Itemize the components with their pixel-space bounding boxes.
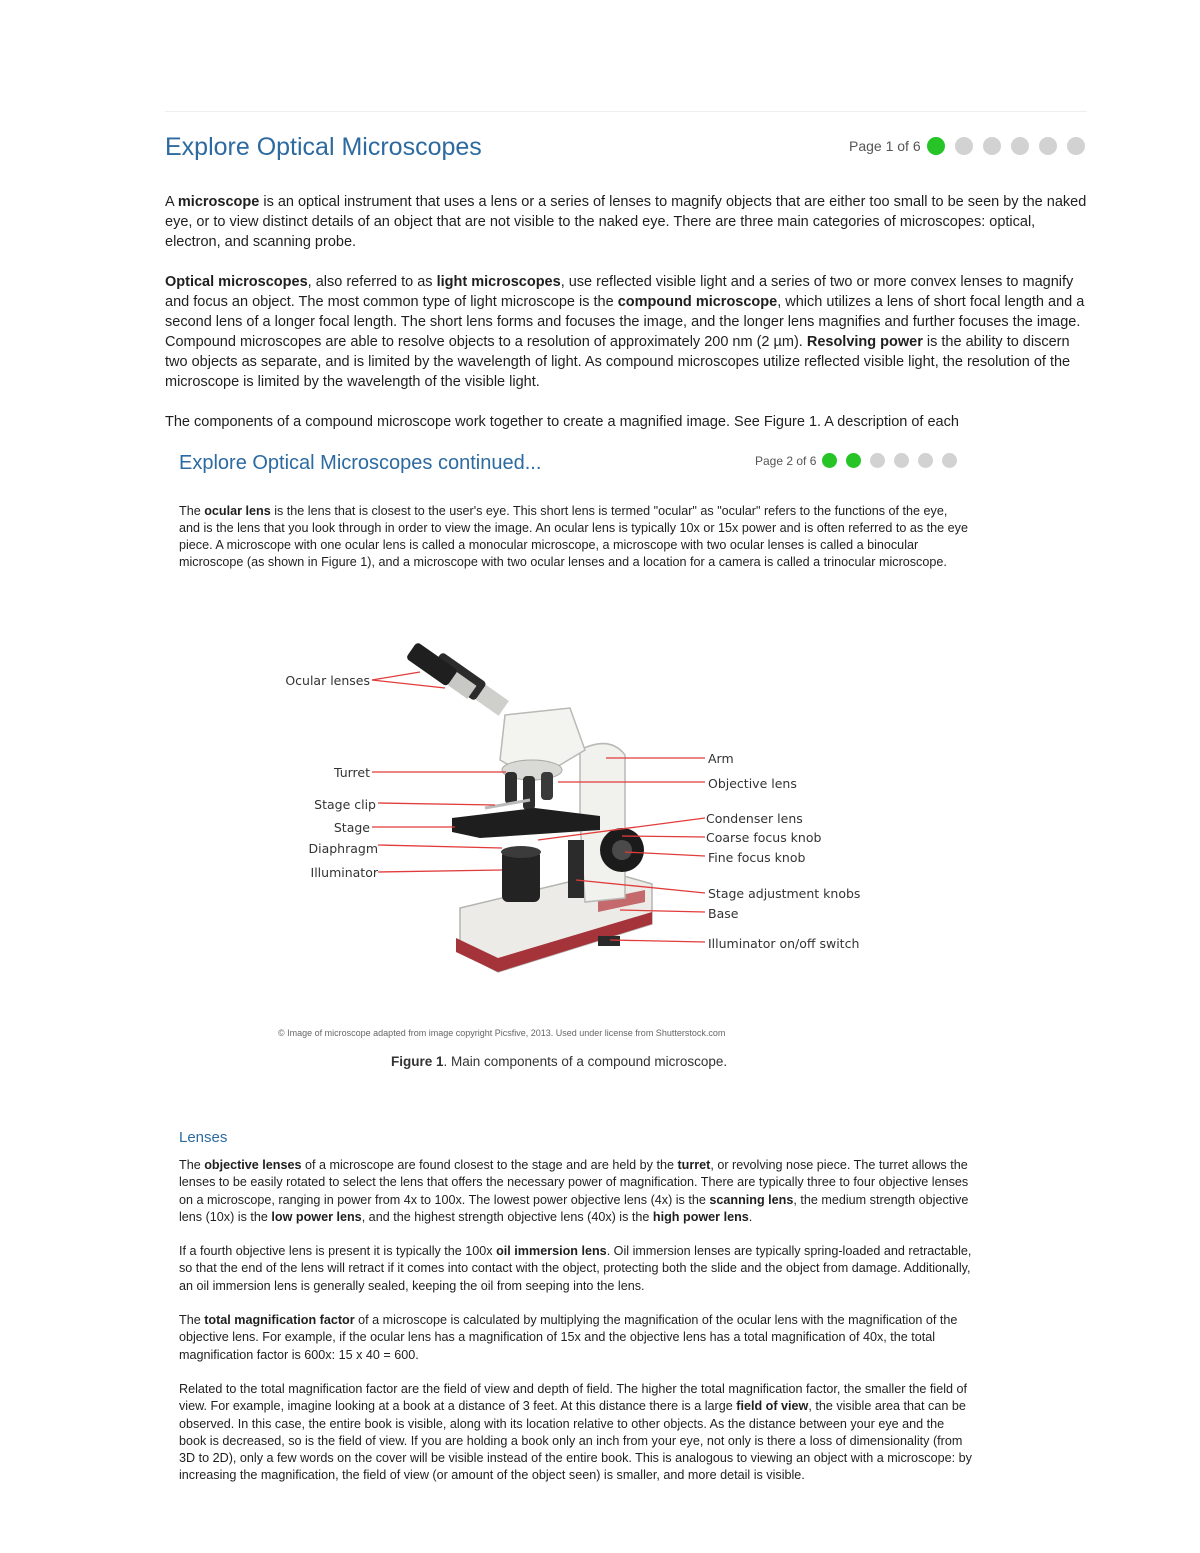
- label-stage-clip: Stage clip: [314, 797, 376, 812]
- objective-1: [505, 772, 517, 804]
- label-turret: Turret: [333, 765, 370, 780]
- stage-shape: [452, 808, 600, 838]
- magnification-paragraph: The total magnification factor of a microscope is calculated by multiplying the magnification of the ocular lens with the magnification of the objective lens. For example, if the ocular lens has a magnification of 15x and the objective lens has a total magnification of 40x, the total magnification factor is 600x: 15 x 40 = 600.: [179, 1313, 958, 1362]
- page-counter-2: Page 2 of 6: [755, 453, 817, 468]
- page-dot-2[interactable]: [846, 453, 861, 468]
- page-dot-2[interactable]: [955, 137, 973, 155]
- page-dot-5[interactable]: [918, 453, 933, 468]
- lenses-text: [179, 1157, 974, 1502]
- page-dot-1[interactable]: [822, 453, 837, 468]
- oil-immersion-paragraph: If a fourth objective lens is present it is typically the 100x oil immersion lens. Oil immersion lenses are typically spring-loaded and retractable, so that the end of the lens will retract if it comes into contact with the object, protecting both the slide and the object from damage. Additionally, an oil immersion lens is generally sealed, keeping the oil from seeping into the lens.: [179, 1244, 972, 1293]
- page-dot-1[interactable]: [927, 137, 945, 155]
- label-stage-adjustment-knobs: Stage adjustment knobs: [708, 886, 861, 901]
- components-paragraph: The components of a compound microscope work together to create a magnified image. See Figure 1. A description of each: [165, 414, 959, 430]
- label-base: Base: [708, 906, 739, 921]
- label-diaphragm: Diaphragm: [308, 841, 378, 856]
- label-stage: Stage: [333, 820, 370, 835]
- page-dot-3[interactable]: [983, 137, 1001, 155]
- page-indicator-2: [755, 453, 966, 468]
- top-divider: [165, 111, 1087, 112]
- page-title: Explore Optical Microscopes: [165, 133, 482, 161]
- continued-title: Explore Optical Microscopes continued...: [179, 452, 542, 474]
- objective-lenses-paragraph: The objective lenses of a microscope are found closest to the stage and are held by the turret, or revolving nose piece. The turret allows the lenses to be easily rotated to select the lens that offers the necessary power of magnification. There are typically three to four objective lenses on a microscope, ranging in power from 4x to 100x. The lowest power objective lens (4x) is the scanning lens, the medium strength objective lens (10x) is the low power lens, and the highest strength objective lens (40x) is the high power lens.: [179, 1158, 969, 1224]
- objective-2: [523, 776, 535, 810]
- figure-caption: Figure 1. Main components of a compound microscope.: [391, 1054, 728, 1069]
- label-illuminator: Illuminator: [310, 865, 378, 880]
- image-credit: © Image of microscope adapted from image copyright Picsfive, 2013. Used under license from Shutterstock.com: [278, 1028, 726, 1038]
- label-condenser-lens: Condenser lens: [706, 811, 803, 826]
- microscope-paragraph: A microscope is an optical instrument that uses a lens or a series of lenses to magnify objects that are either too small to be seen by the naked eye, or to view distinct details of an object that are not visible to the naked eye. There are three main categories of microscopes: optical, electron, and scanning probe.: [165, 194, 1087, 250]
- label-coarse-focus-knob: Coarse focus knob: [706, 830, 822, 845]
- label-objective-lens: Objective lens: [708, 776, 797, 791]
- page-indicator: [849, 137, 1095, 155]
- label-fine-focus-knob: Fine focus knob: [708, 850, 806, 865]
- label-ocular-lenses: Ocular lenses: [285, 673, 370, 688]
- microscope-figure: [280, 640, 880, 980]
- stage-knob-shape: [568, 840, 584, 898]
- page-dot-4[interactable]: [894, 453, 909, 468]
- field-of-view-paragraph: Related to the total magnification factor are the field of view and depth of field. The higher the total magnification factor, the smaller the field of view. For example, imagine looking at a book at a distance of 3 feet. At this distance there is a large field of view, the visible area that can be observed. In this case, the entire book is visible, along with its location relative to other objects. As the distance between your eye and the book is decreased, so is the field of view. If you are holding a book only an inch from your eye, not only is there a loss of dimensionality (from 3D to 2D), only a few words on the cover will be visible instead of the entire book. This is analogous to viewing an object with a microscope: by increasing the magnification, the field of view (or amount of the object seen) is smaller, and more detail is visible.: [179, 1381, 972, 1483]
- lenses-heading: Lenses: [179, 1129, 228, 1146]
- page-dot-5[interactable]: [1039, 137, 1057, 155]
- page-dot-3[interactable]: [870, 453, 885, 468]
- label-illuminator-switch: Illuminator on/off switch: [708, 936, 860, 951]
- label-arm: Arm: [708, 751, 734, 766]
- objective-3: [541, 772, 553, 800]
- page-dot-6[interactable]: [1067, 137, 1085, 155]
- ocular-lens-paragraph: The ocular lens is the lens that is closest to the user's eye. This short lens is termed "ocular" as "ocular" refers to the functions of the eye, and is the lens that you look through in order to view the image. An ocular lens is typically 10x or 15x power and is often referred to as the eye piece. A microscope with one ocular lens is called a monocular microscope, a microscope with two ocular lenses is called a binocular microscope (as shown in Figure 1), and a microscope with two ocular lenses and a location for a camera is called a trinocular microscope.: [179, 504, 968, 569]
- page-dot-4[interactable]: [1011, 137, 1029, 155]
- optical-microscopes-paragraph: Optical microscopes, also referred to as light microscopes, use reflected visible light and a series of two or more convex lenses to magnify and focus an object. The most common type of light microscope is the compound microscope, which utilizes a lens of short focal length and a second lens of a longer focal length. The short lens forms and focuses the image, and the longer lens magnifies and further focuses the image. Compound microscopes are able to resolve objects to a resolution of approximately 200 nm (2 µm). Resolving power is the ability to discern two objects as separate, and is limited by the wavelength of light. As compound microscopes utilize reflected visible light, the resolution of the microscope is limited by the wavelength of the visible light.: [165, 274, 1085, 390]
- page-counter: Page 1 of 6: [849, 138, 921, 154]
- switch-shape: [598, 936, 620, 946]
- intro-text: [165, 192, 1093, 432]
- page-dot-6[interactable]: [942, 453, 957, 468]
